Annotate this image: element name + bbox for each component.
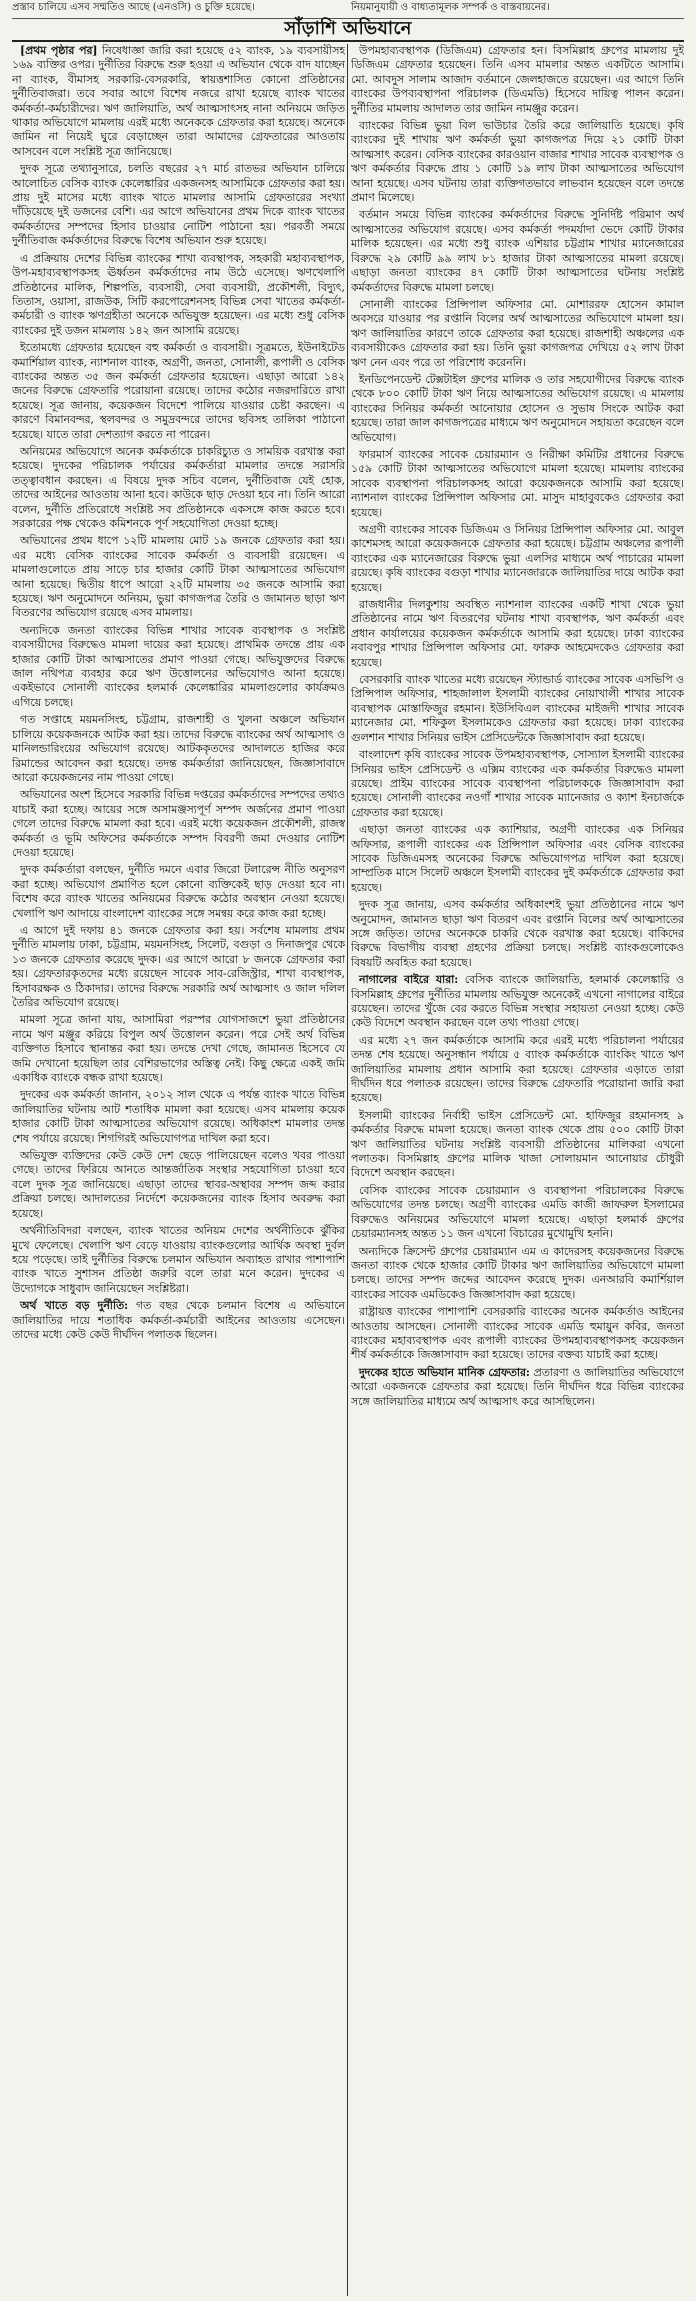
article-paragraph	[12, 1149, 345, 1221]
paragraph-text: অভিযানের প্রথম ধাপে ১২টি মামলায় মোট ১৯ জনকে গ্রেফতার করা হয়। এর মধ্যে বেসিক ব্যাংকের সাবেক কর্মকর্তা ও ব্যবসায়ী রয়েছেন। এ মামলাগুলোতে প্রায় সাড়ে চার হাজার কোটি টাকা আত্মসাতের অভিযোগ আনা হয়েছে। দ্বিতীয় ধাপে আরো ২২টি মামলায় ৩৫ জনকে আসামি করা হয়েছে। ঋণ অনুমোদনে অনিয়ম, ভুয়া কাগজপত্র তৈরি ও জামানত ছাড়া ঋণ বিতরণের অভিযোগ রয়েছে এসব মামলায়।	[12, 534, 345, 620]
left-column	[12, 44, 345, 2296]
article-paragraph	[351, 1109, 684, 1181]
paragraph-lead: অর্থ খাতে বড় দুর্নীতি:	[20, 1299, 129, 1313]
paragraph-text: ইসলামী ব্যাংকের নির্বাহী ভাইস প্রেসিডেন্ট মো. হাফিজুর রহমানসহ ৯ কর্মকর্তার বিরুদ্ধে মামলা হয়েছে। জনতা ব্যাংক থেকে প্রায় ৫০০ কোটি টাকা ঋণ জালিয়াতির ঘটনায় সংশ্লিষ্ট ব্যবসায়ী প্রতিষ্ঠানের মালিকরা এখনো পলাতক। বিসমিল্লাহ গ্রুপের মালিক খাজা সোলায়মান আনোয়ার চৌধুরী বিদেশে অবস্থান করছেন।	[351, 1108, 684, 1180]
article-paragraph	[12, 445, 345, 531]
paragraph-text: প্রতারণা ও জালিয়াতির অভিযোগে আরো একজনকে গ্রেফতার করা হয়েছে। তিনি দীর্ঘদিন ধরে বিভিন্ন ব্যাংকের সঙ্গে জালিয়াতির মাধ্যমে অর্থ আত্মসাৎ করে আসছিলেন।	[351, 1365, 684, 1408]
article-paragraph	[351, 598, 684, 670]
paragraph-text: ইতোমধ্যে গ্রেফতার হয়েছেন বহু কর্মকর্তা ও ব্যবসায়ী। সূত্রমতে, ইউনাইটেড কমার্শিয়াল ব্যাংক, ন্যাশনাল ব্যাংক, অগ্রণী, জনতা, সোনালী, রূপালী ও বেসিক ব্যাংকের অন্তত ৩৫ জন কর্মকর্তা গ্রেফতার হয়েছেন। এছাড়া আরো ১৪২ জনের বিরুদ্ধে গ্রেফতারি পরোয়ানা রয়েছে। তাদের কঠোর নজরদারিতে রাখা হয়েছে। সূত্র জানায়, কয়েকজন বিদেশে পালিয়ে যাওয়ার চেষ্টা করছেন। এ কারণে বিমানবন্দর, স্থলবন্দর ও সমুদ্রবন্দরে তাদের ছবিসহ তালিকা পাঠানো হয়েছে। যাতে তারা দেশত্যাগ করতে না পারেন।	[12, 341, 345, 441]
paragraph-text: দুদক সূত্রে তথ্যানুসারে, চলতি বছরের ২৭ মার্চ রাতভর অভিযান চালিয়ে আলোচিত বেসিক ব্যাংক কেলেঙ্কারির একজনসহ আসামিকে গ্রেফতার করা হয়। প্রায় দুই মাসের মধ্যে ব্যাংক খাতে মামলার আসামি গ্রেফতারের সংখ্যা দাঁড়িয়েছে দুই ডজনের বেশি। এর আগে অভিযানের প্রথম দিকে ব্যাংক খাতের কর্মকর্তাদের সম্পদের হিসাব চাওয়ার নোটিশ পাঠানো হয়। পরবর্তী সময়ে দুর্নীতিবাজ কর্মকর্তাদের বিরুদ্ধে বিশেষ অভিযান শুরু হয়েছে।	[12, 162, 345, 248]
paragraph-text: অন্যদিকে ক্রিসেন্ট গ্রুপের চেয়ারম্যান এম এ কাদেরসহ কয়েকজনের বিরুদ্ধে জনতা ব্যাংক থেকে হাজার কোটি টাকার ঋণ জালিয়াতির অভিযোগে মামলা চলছে। তাদের সম্পদ জব্দের আবেদন করেছে দুদক। এনআরবি কমার্শিয়াল ব্যাংকের সাবেক এমডিকেও জিজ্ঞাসাবাদ করা হয়েছে।	[351, 1244, 684, 1301]
article-paragraph	[351, 1366, 684, 1409]
article-paragraph	[12, 624, 345, 710]
paragraph-text: এ আগে দুই দফায় ৪১ জনকে গ্রেফতার করা হয়। সর্বশেষ মামলায় প্রথম দুর্নীতি মামলায় ঢাকা, চট্টগ্রাম, ময়মনসিংহ, সিলেট, বগুড়া ও দিনাজপুর থেকে ১৩ জনকে গ্রেফতার করেছে দুদক। এর আগে আরো ৮ জনকে গ্রেফতার করা হয়। গ্রেফতারকৃতদের মধ্যে রয়েছেন সাবেক সাব-রেজিস্ট্রার, শাখা ব্যবস্থাপক, হিসাবরক্ষক ও ঠিকাদার। তাদের বিরুদ্ধে সরকারি অর্থ আত্মসাৎ ও জাল দলিল তৈরির অভিযোগ রয়েছে।	[12, 923, 345, 1009]
article-paragraph	[12, 1013, 345, 1085]
paragraph-text: অর্থনীতিবিদরা বলছেন, ব্যাংক খাতের অনিয়ম দেশের অর্থনীতিকে ঝুঁকির মুখে ফেলেছে। খেলাপি ঋণ বেড়ে যাওয়ায় ব্যাংকগুলোর আর্থিক অবস্থা দুর্বল হয়ে পড়েছে। তাই দুর্নীতির বিরুদ্ধে চলমান অভিযান অব্যাহত রাখার পাশাপাশি ব্যাংক খাতে সুশাসন প্রতিষ্ঠা জরুরি বলে তারা মনে করেন। দুদকের এ উদ্যোগকে সাধুবাদ জানিয়েছেন সংশ্লিষ্টরা।	[12, 1224, 345, 1295]
paragraph-text: গত বছর থেকে চলমান বিশেষ এ অভিযানে জালিয়াতির দায়ে শতাধিক কর্মকর্তা-কর্মচারী আইনের আওতায় এসেছেন। তাদের মধ্যে কেউ কেউ দীর্ঘদিন পলাতক ছিলেন।	[12, 1299, 345, 1341]
paragraph-text: অগ্রণী ব্যাংকের সাবেক ডিজিএম ও সিনিয়র প্রিন্সিপাল অফিসার মো. আবুল কাশেমসহ আরো কয়েকজনকে গ্রেফতার করা হয়েছে। চট্টগ্রাম অঞ্চলের রূপালী ব্যাংকের এক ম্যানেজারের বিরুদ্ধে ভুয়া এলসির মাধ্যমে অর্থ পাচারের মামলা রয়েছে। কৃষি ব্যাংকের বগুড়া শাখার ম্যানেজারকে জালিয়াতির দায়ে আটক করা হয়েছে।	[351, 523, 684, 594]
article-paragraph	[12, 863, 345, 921]
top-strip-left: প্রস্তাব চালিয়ে এসব সম্মতিও আছে (এনওসি) ও চুক্তি হয়েছে।	[12, 2, 255, 13]
article-paragraph	[12, 252, 345, 338]
article-paragraph	[351, 119, 684, 205]
paragraph-text: ফারমার্স ব্যাংকের সাবেক চেয়ারম্যান ও নিরীক্ষা কমিটির প্রধানের বিরুদ্ধে ১৫৯ কোটি টাকা আত্মসাতের অভিযোগে মামলা হয়েছে। মামলায় ব্যাংকের সাবেক ব্যবস্থাপনা পরিচালকসহ আরো কয়েকজনকে আসামি করা হয়েছে। ন্যাশনাল ব্যাংকের প্রিন্সিপাল অফিসার মো. মাসুদ মাহাবুবকেও গ্রেফতার করা হয়েছে।	[351, 447, 684, 519]
paragraph-text: এর মধ্যে ২৭ জন কর্মকর্তাকে আসামি করে এরই মধ্যে পরিচালনা পর্যায়ের তদন্ত শেষ হয়েছে। অনুসন্ধান পর্যায়ে ৫ ব্যাংক কর্মকর্তাকে ব্যাংকিং খাতে ঋণ জালিয়াতির মামলায় প্রধান আসামি করা হয়েছে। গ্রেফতার এড়াতে তারা দীর্ঘদিন ধরে পলাতক রয়েছেন। তাদের বিরুদ্ধে গ্রেফতারি পরোয়ানা জারি করা হয়েছে।	[351, 1033, 684, 1105]
paragraph-text: অনিয়মের অভিযোগে অনেক কর্মকর্তাকে চাকরিচ্যুত ও সাময়িক বরখাস্ত করা হয়েছে। দুদকের পরিচালক পর্যায়ের কর্মকর্তারা মামলার তদন্তে সরাসরি তত্ত্বাবধান করছেন। এ বিষয়ে দুদক সচিব বলেন, দুর্নীতিবাজ যেই হোক, তাদের আইনের আওতায় আনা হবে। কাউকে ছাড় দেওয়া হবে না। তিনি আরো বলেন, দুর্নীতি প্রতিরোধে সংশ্লিষ্ট সব প্রতিষ্ঠানকে একসঙ্গে কাজ করতে হবে। সরকারের পক্ষ থেকেও কমিশনকে পূর্ণ সহযোগিতা দেওয়া হচ্ছে।	[12, 444, 345, 530]
article-paragraph	[351, 673, 684, 745]
article-paragraph	[12, 44, 345, 159]
paragraph-text: অন্যদিকে জনতা ব্যাংকের বিভিন্ন শাখার সাবেক ব্যবস্থাপক ও সংশ্লিষ্ট ব্যবসায়ীদের বিরুদ্ধেও মামলা দায়ের করা হয়েছে। প্রাথমিক তদন্তে প্রায় এক হাজার কোটি টাকা আত্মসাতের প্রমাণ পাওয়া গেছে। অভিযুক্তদের বিরুদ্ধে জাল নথিপত্র ব্যবহার করে ঋণ উত্তোলনের অভিযোগও আনা হয়েছে। একইভাবে সোনালী ব্যাংকের হলমার্ক কেলেঙ্কারির মামলাগুলোর কার্যক্রমও এগিয়ে চলছে।	[12, 623, 345, 709]
paragraph-text: মামলা সূত্রে জানা যায়, আসামিরা পরস্পর যোগসাজশে ভুয়া প্রতিষ্ঠানের নামে ঋণ মঞ্জুর করিয়ে বিপুল অর্থ উত্তোলন করেন। পরে সেই অর্থ বিভিন্ন ব্যক্তিগত হিসাবে স্থানান্তর করা হয়। তদন্তে দেখা গেছে, জামানত হিসেবে যে জমি দেখানো হয়েছিল তার বেশিরভাগের অস্তিত্ব নেই। কিছু ক্ষেত্রে একই জমি একাধিক ব্যাংকে বন্ধক রাখা হয়েছে।	[12, 1013, 345, 1085]
article-paragraph	[351, 1245, 684, 1303]
paragraph-lead: দুদকের হাতে অভিযান মানিক গ্রেফতার:	[359, 1365, 530, 1379]
headline: সাঁড়াশি অভিযানে	[284, 17, 412, 39]
paragraph-text: দুদকের এক কর্মকর্তা জানান, ২০১২ সাল থেকে এ পর্যন্ত ব্যাংক খাতে বিভিন্ন জালিয়াতির ঘটনায় আট শতাধিক মামলা করা হয়েছে। এসব মামলায় কয়েক হাজার কোটি টাকা আত্মসাতের অভিযোগ রয়েছে। অধিকাংশ মামলার তদন্ত শেষ পর্যায়ে রয়েছে। শিগগিরই অভিযোগপত্র দাখিল করা হবে।	[12, 1088, 345, 1145]
article-paragraph	[12, 1088, 345, 1146]
paragraph-text: দুদক সূত্র জানায়, এসব কর্মকর্তার অধিকাংশই ভুয়া প্রতিষ্ঠানের নামে ঋণ অনুমোদন, জামানত ছাড়া ঋণ বিতরণ এবং রপ্তানি বিলের অর্থ আত্মসাতের সঙ্গে জড়িত। তাদের অনেককে চাকরি থেকে বরখাস্ত করা হয়েছে। বাকিদের বিরুদ্ধে বিভাগীয় ব্যবস্থা গ্রহণের প্রক্রিয়া চলছে। সংশ্লিষ্ট ব্যাংকগুলোকেও বিষয়টি অবহিত করা হয়েছে।	[351, 898, 684, 969]
article-paragraph	[351, 1034, 684, 1106]
paragraph-text: রাষ্ট্রায়ত্ত ব্যাংকের পাশাপাশি বেসরকারি ব্যাংকের অনেক কর্মকর্তাও আইনের আওতায় আসছেন। সোনালী ব্যাংকের সাবেক এমডি হুমায়ুন কবির, জনতা ব্যাংকের মহাব্যবস্থাপক এবং রূপালী ব্যাংকের উপমহাব্যবস্থাপকসহ কয়েকজন শীর্ষ কর্মকর্তাকে জিজ্ঞাসাবাদ করা হয়েছে। তাদের বক্তব্য যাচাই করা হচ্ছে।	[351, 1305, 684, 1362]
paragraph-text: এছাড়া জনতা ব্যাংকের এক ক্যাশিয়ার, অগ্রণী ব্যাংকের এক সিনিয়র অফিসার, রূপালী ব্যাংকের এক প্রিন্সিপাল অফিসার এবং বেসিক ব্যাংকের সাবেক ডিজিএমসহ অনেকের বিরুদ্ধে অভিযোগপত্র দাখিল করা হয়েছে। সাম্প্রতিক মাসে সিলেট অঞ্চলে ইসলামী ব্যাংকের দুই কর্মকর্তাকে গ্রেফতার করা হয়েছে।	[351, 823, 684, 894]
paragraph-text: বর্তমান সময়ে বিভিন্ন ব্যাংকের কর্মকর্তাদের বিরুদ্ধে সুনির্দিষ্ট পরিমাণ অর্থ আত্মসাতের অভিযোগ রয়েছে। এসব কর্মকর্তা পদমর্যাদা ভেদে কোটি টাকার মালিক হয়েছেন। এর মধ্যে শুধু ব্যাংক এশিয়ার চট্টগ্রাম শাখার ম্যানেজারের বিরুদ্ধে ২৯ কোটি ৯৯ লাখ ৮১ হাজার টাকা আত্মসাতের মামলা রয়েছে। এছাড়া জনতা ব্যাংকের ৪৭ কোটি টাকা আত্মসাতের ঘটনায় সংশ্লিষ্ট কর্মকর্তাদের বিরুদ্ধে মামলা চলছে।	[351, 208, 684, 294]
article-paragraph	[351, 1305, 684, 1363]
right-column	[351, 44, 684, 2296]
article-paragraph	[351, 823, 684, 895]
paragraph-text: নিষেধাজ্ঞা জারি করা হয়েছে ৫২ ব্যাংক, ১৯ ব্যবসায়ীসহ ১৬৯ ব্যক্তির ওপর। দুর্নীতির বিরুদ্ধে শুরু হওয়া এ অভিযান থেকে বাদ যাচ্ছেন না ব্যাংক, বীমাসহ সরকারি-বেসরকারি, স্বায়ত্তশাসিত কোনো প্রতিষ্ঠানের দুর্নীতিবাজরা। তবে সবার আগে বিশেষ নজরে রাখা হয়েছে ব্যাংক খাতের কর্মকর্তা-কর্মচারীদের। ঋণ জালিয়াতি, অর্থ আত্মসাৎসহ নানা অনিয়মে জড়িত থাকার অভিযোগে মামলায় এরই মধ্যে অনেককে গ্রেফতার করা হয়েছে। অনেকে জামিন না নিয়েই ঘুরে বেড়াচ্ছেন তারা আমাদের গ্রেফতারের আওতায় আসবেন বলে সংশ্লিষ্ট সূত্র জানিয়েছে।	[12, 44, 345, 158]
paragraph-text: ইনডিপেনডেন্ট টেক্সটাইল গ্রুপের মালিক ও তার সহযোগীদের বিরুদ্ধে ব্যাংক থেকে ৮০০ কোটি টাকা ঋণ নিয়ে আত্মসাতের অভিযোগ রয়েছে। এ মামলায় ব্যাংকের সিনিয়র কর্মকর্তা আনোয়ার হোসেন ও সুভাষ সিংকে আটক করা হয়েছে। তারা জাল কাগজপত্রের মাধ্যমে ঋণ অনুমোদনে সহায়তা করেছেন বলে অভিযোগ।	[351, 372, 684, 444]
article-paragraph	[351, 973, 684, 1031]
article-paragraph	[351, 448, 684, 520]
article-paragraph	[351, 898, 684, 970]
article-paragraph	[351, 208, 684, 294]
article-paragraph	[12, 788, 345, 860]
paragraph-lead: [প্রথম পৃষ্ঠার পর]	[20, 44, 98, 57]
article-paragraph	[12, 534, 345, 620]
article-paragraph	[12, 341, 345, 442]
paragraph-text: অভিযুক্ত ব্যক্তিদের কেউ কেউ দেশ ছেড়ে পালিয়েছেন বলেও খবর পাওয়া গেছে। তাদের ফিরিয়ে আনতে আন্তর্জাতিক সংস্থার সহযোগিতা চাওয়া হবে বলে দুদক সূত্র জানিয়েছে। এছাড়া তাদের স্থাবর-অস্থাবর সম্পদ জব্দ করার প্রক্রিয়া চলছে। আদালতের নির্দেশে কয়েকজনের ব্যাংক হিসাব অবরুদ্ধ করা হয়েছে।	[12, 1149, 345, 1220]
article-paragraph	[351, 373, 684, 445]
paragraph-text: ব্যাংকের বিভিন্ন ভুয়া বিল ভাউচার তৈরি করে জালিয়াতি হয়েছে। কৃষি ব্যাংকের দুই শাখায় ঋণ কর্মকর্তা ভুয়া কাগজপত্র দিয়ে ২১ কোটি টাকা আত্মসাৎ করেন। বেসিক ব্যাংকের কারওয়ান বাজার শাখার সাবেক ব্যবস্থাপক ও ঋণ কর্মকর্তার বিরুদ্ধে প্রায় ১ কোটি ১৯ লাখ টাকা আত্মসাতের অভিযোগ আনা হয়েছে। এসব ঘটনায় তারা ব্যক্তিগতভাবে লাভবান হয়েছেন বলে তদন্তে প্রমাণ মিলেছে।	[351, 119, 684, 205]
paragraph-text: অভিযানের অংশ হিসেবে সরকারি বিভিন্ন দপ্তরের কর্মকর্তাদের সম্পদের তথ্যও যাচাই করা হচ্ছে। আয়ের সঙ্গে অসামঞ্জস্যপূর্ণ সম্পদ অর্জনের প্রমাণ পাওয়া গেলে তাদের বিরুদ্ধে মামলা করা হবে। এরই মধ্যে কয়েকজন প্রকৌশলী, রাজস্ব কর্মকর্তা ও ভূমি অফিসের কর্মকর্তাকে সম্পদ বিবরণী জমা দেওয়ার নোটিশ দেওয়া হয়েছে।	[12, 788, 345, 859]
article-paragraph	[351, 1184, 684, 1242]
article-paragraph	[12, 1299, 345, 1342]
article-paragraph	[351, 748, 684, 820]
top-strip-right: নিয়মানুযায়ী ও বাধ্যতামূলক সম্পর্ক ও বাস্তবায়নের।	[351, 2, 550, 13]
article-paragraph	[351, 523, 684, 595]
article-paragraph	[12, 924, 345, 1010]
article-paragraph	[351, 298, 684, 370]
paragraph-text: বেসরকারি ব্যাংক খাতের মধ্যে রয়েছেন স্ট্যান্ডার্ড ব্যাংকের সাবেক এসভিপি ও প্রিন্সিপাল অফিসার, শাহজালাল ইসলামী ব্যাংকের নোয়াখালী শাখার সাবেক ব্যবস্থাপক মোস্তাফিজুর রহমান। ইউসিবিএল ব্যাংকের মাইজদী শাখার সাবেক ম্যানেজার মো. শফিকুল ইসলামকেও গ্রেফতার করা হয়েছে। ঢাকা ব্যাংকের গুলশান শাখার সিনিয়র ভাইস প্রেসিডেন্টকে জিজ্ঞাসাবাদ করা হয়েছে।	[351, 673, 684, 744]
paragraph-text: এ প্রক্রিয়ায় দেশের বিভিন্ন ব্যাংকের শাখা ব্যবস্থাপক, সহকারী মহাব্যবস্থাপক, উপ-মহাব্যবস্থাপকসহ ঊর্ধ্বতন কর্মকর্তাদের নাম উঠে এসেছে। ঋণখেলাপি প্রতিষ্ঠানের মালিক, শিল্পপতি, ব্যবসায়ী, সেবা ব্যবসায়ী, প্রকৌশলী, বিদ্যুৎ, তিতাস, ওয়াসা, রাজউক, সিটি করপোরেশনসহ বিভিন্ন সেবা খাতের কর্মকর্তা-কর্মচারী ও ব্যাংক ঋণগ্রহীতা অনেকে অভিযুক্ত হয়েছেন। এর মধ্যে শুধু বেসিক ব্যাংকের দুই ডজন মামলায় ১৪২ জন আসামি রয়েছে।	[12, 251, 345, 337]
article-paragraph	[12, 1224, 345, 1296]
paragraph-text: গত সপ্তাহে ময়মনসিংহ, চট্টগ্রাম, রাজশাহী ও খুলনা অঞ্চলে অভিযান চালিয়ে কয়েকজনকে আটক করা হয়। তাদের বিরুদ্ধে ব্যাংকের অর্থ আত্মসাৎ ও মানিলন্ডারিংয়ের অভিযোগ রয়েছে। আটককৃতদের আদালতে হাজির করে রিমান্ডের আবেদন করা হয়েছে। তদন্ত কর্মকর্তারা জানিয়েছেন, জিজ্ঞাসাবাদে আরো কয়েকজনের নাম পাওয়া গেছে।	[12, 713, 345, 784]
paragraph-text: বাংলাদেশ কৃষি ব্যাংকের সাবেক উপমহাব্যবস্থাপক, সোস্যাল ইসলামী ব্যাংকের সিনিয়র ভাইস প্রেসিডেন্ট ও এক্সিম ব্যাংকের এক কর্মকর্তার বিরুদ্ধেও মামলা রয়েছে। প্রাইম ব্যাংকের সাবেক ব্যবস্থাপনা পরিচালককে জিজ্ঞাসাবাদ করা হয়েছে। সোনালী ব্যাংকের নওগাঁ শাখার সাবেক ম্যানেজার ও ক্যাশ ইনচার্জকে গ্রেফতার করা হয়েছে।	[351, 748, 684, 819]
paragraph-text: বেসিক ব্যাংকের সাবেক চেয়ারম্যান ও ব্যবস্থাপনা পরিচালকের বিরুদ্ধে অভিযোগের তদন্ত চলছে। অগ্রণী ব্যাংকের এমডি কাজী জাফরুল ইসলামের বিরুদ্ধেও অনিয়মের অভিযোগে মামলা হয়েছে। এছাড়া হলমার্ক গ্রুপের চেয়ারম্যানসহ অন্তত ১১ জন এখনো বিচারের মুখোমুখি হননি।	[351, 1183, 684, 1241]
article-columns	[12, 44, 684, 2296]
paragraph-text: রাজধানীর দিলকুশায় অবস্থিত ন্যাশনাল ব্যাংকের একটি শাখা থেকে ভুয়া প্রতিষ্ঠানের নামে ঋণ বিতরণের ঘটনায় শাখা ব্যবস্থাপক, ঋণ কর্মকর্তা এবং প্রধান কার্যালয়ের কয়েকজন কর্মকর্তাকে আসামি করা হয়েছে। ঢাকা ব্যাংকের নবাবপুর শাখার প্রিন্সিপাল অফিসার মো. ফারুক আহমেদকেও গ্রেফতার করা হয়েছে।	[351, 598, 684, 669]
paragraph-lead: নাগালের বাইরে যারা:	[359, 973, 459, 987]
paragraph-text: দুদক কর্মকর্তারা বলছেন, দুর্নীতি দমনে এবার জিরো টলারেন্স নীতি অনুসরণ করা হচ্ছে। অভিযোগ প্রমাণিত হলে কোনো ব্যক্তিকেই ছাড় দেওয়া হবে না। বিশেষ করে ব্যাংক খাতের অনিয়মের বিরুদ্ধে কঠোর অবস্থান নেওয়া হয়েছে। খেলাপি ঋণ আদায়ে বাংলাদেশ ব্যাংকের সঙ্গে সমন্বয় করে কাজ করা হচ্ছে।	[12, 863, 345, 920]
headline-bar	[12, 18, 684, 42]
paragraph-text: বেসিক ব্যাংকে জালিয়াতি, হলমার্ক কেলেঙ্কারি ও বিসমিল্লাহ গ্রুপের দুর্নীতির মামলায় অভিযুক্ত অনেকেই এখনো নাগালের বাইরে রয়েছেন। তাদের খুঁজে বের করতে বিভিন্ন সংস্থার সহায়তা নেওয়া হচ্ছে। কেউ কেউ বিদেশে অবস্থান করছেন বলে তথ্য পাওয়া গেছে।	[351, 973, 684, 1030]
article-paragraph	[12, 162, 345, 248]
article-paragraph	[351, 44, 684, 116]
article-paragraph	[12, 713, 345, 785]
paragraph-text: উপমহাব্যবস্থাপক (ডিজিএম) গ্রেফতার হন। বিসমিল্লাহ গ্রুপের মামলায় দুই ডিজিএম গ্রেফতার হয়েছেন। তিনি এসব মামলার অন্তত একটিতে আসামি। মো. আবদুস সালাম আজাদ বর্তমানে জেলহাজতে রয়েছেন। এর আগে তিনি ব্যাংকের উপব্যবস্থাপনা পরিচালক (ডিএমডি) হিসেবে দায়িত্ব পালন করেন। দুর্নীতির মামলায় আদালত তার জামিন নামঞ্জুর করেন।	[351, 44, 684, 115]
paragraph-text: সোনালী ব্যাংকের প্রিন্সিপাল অফিসার মো. মোশাররফ হোসেন কামাল অবসরে যাওয়ার পর রপ্তানি বিলের অর্থ আত্মসাতের অভিযোগে মামলা হয়। ঋণ জালিয়াতির কারণে তাকে গ্রেফতার করা হয়েছে। রাজশাহী অঞ্চলের এক ব্যবসায়ীকেও গ্রেফতার করা হয়। তিনি ভুয়া কাগজপত্র দেখিয়ে ৫২ লাখ টাকা ঋণ নেন এবং পরে তা পরিশোধ করেননি।	[351, 297, 684, 369]
